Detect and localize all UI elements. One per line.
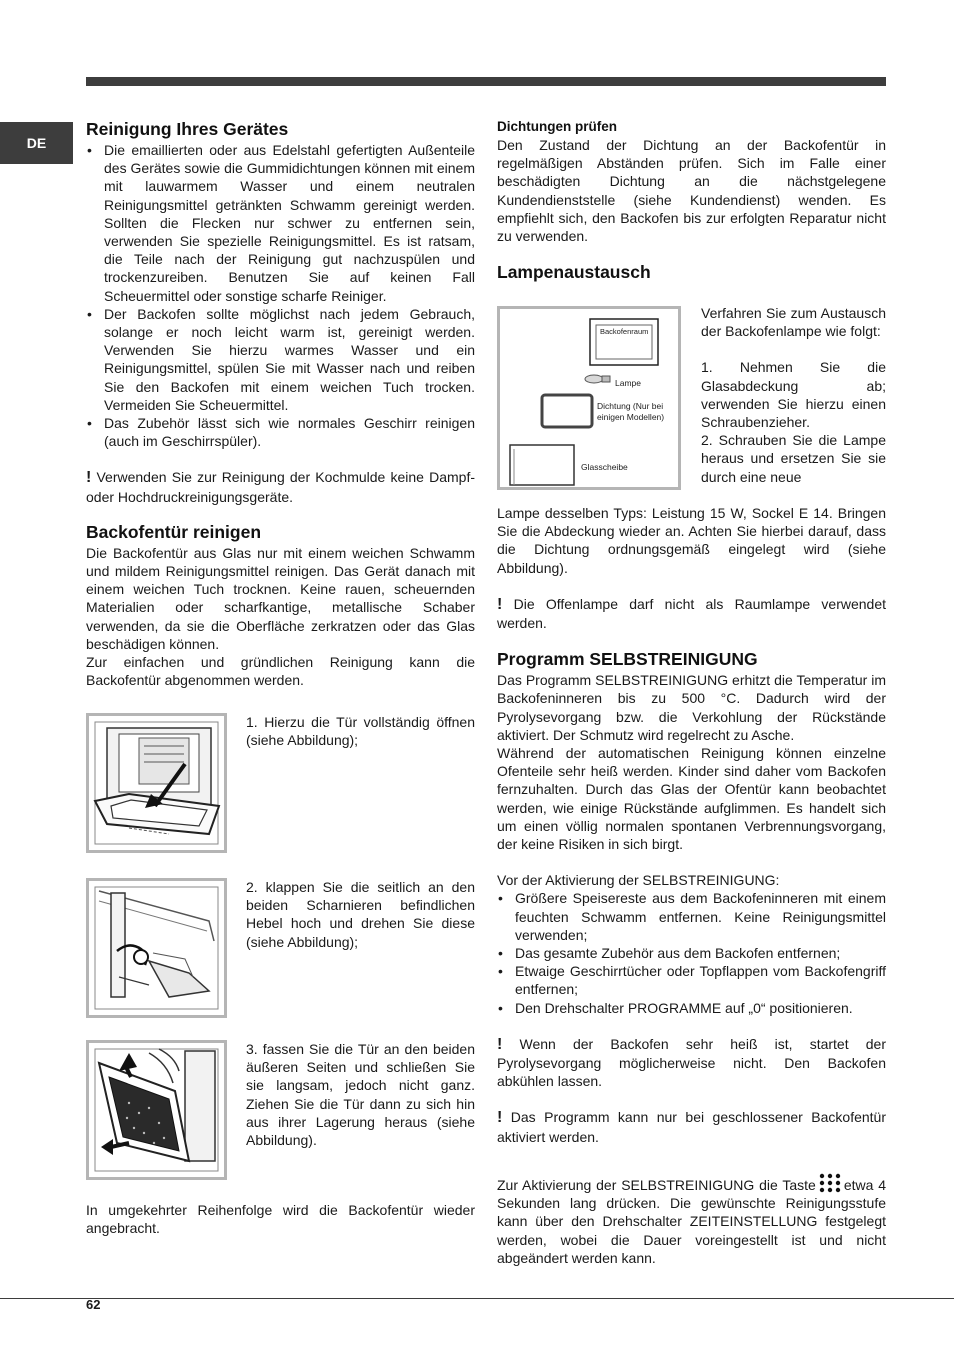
door-paragraph-2: Zur einfachen und gründlichen Reinigung kann die Backofentür abgenommen werden. — [86, 654, 475, 689]
right-column-bottom — [497, 504, 886, 1267]
lamp-step-1: 1. Nehmen Sie die Glasabdeckung ab; verwenden Sie hierzu einen Schraubenzieher. — [701, 359, 886, 431]
warning-icon: ! — [497, 1035, 503, 1053]
list-item: • Der Backofen sollte möglichst nach jedem Gebrauch, solange er noch leicht warm ist, gereinigt werden. Verwenden Sie hierzu warmes Wasser und ein Reinigungsmittel, spülen Sie mit Wasser nach und reiben Sie den Backofen mit einem weichen Tuch trocken. Vermeiden Sie Scheuermittel. — [86, 305, 475, 414]
pyro-activation: Zur Aktivierung der SELBSTREINIGUNG die Taste etwa 4 Sekunden lang drücken. Die gewünschte Reinigungsstufe kann über den Drehschalter ZEITEINSTELLUNG festgelegt werden, wobei die Dauer voreingestellt ist und nicht abgeändert werden kann. — [497, 1172, 886, 1267]
reverse-note: In umgekehrter Reihenfolge wird die Backofentür wieder angebracht. — [86, 1202, 475, 1237]
page-number: 62 — [86, 1297, 101, 1312]
list-item: • Den Drehschalter PROGRAMME auf „0“ positionieren. — [497, 999, 886, 1017]
right-column-top — [497, 118, 886, 284]
heading-lamp: Lampenaustausch — [497, 262, 651, 283]
selfclean-button-icon — [818, 1172, 842, 1194]
label-seal: Dichtung (Nur bei einigen Modellen) — [597, 401, 665, 422]
pyro-paragraph-1: Das Programm SELBSTREINIGUNG erhitzt die Temperatur im Backofeninneren bis zu 500 °C. Dadurch wird der Pyrolysevorgang bzw. die Verkohlung der Rückstände aktiviert. Der Schmutz wird regelrecht zu Asche. — [497, 672, 886, 743]
door-open-illustration — [86, 713, 227, 853]
reverse-note-block — [86, 1201, 475, 1237]
door-paragraph-1: Die Backofentür aus Glas nur mit einem weichen Schwamm und mildem Reinigungsmittel reinigen. Das Gerät danach mit einem weichen Tuch trocknen. Keine rauen, scheuernden Materialien oder scharfkantige, metallische Schaber verwenden, da sie die Oberfläche zerkratzen oder das Glas beschädigen können. — [86, 544, 475, 652]
footer-rule — [0, 1298, 954, 1299]
warning-icon: ! — [497, 595, 503, 613]
heading-door: Backofentür reinigen — [86, 521, 262, 542]
list-item: • Etwaige Geschirrtücher oder Topflappen vom Backofengriff entfernen; — [497, 962, 886, 998]
warning-icon: ! — [86, 469, 92, 487]
pyro-paragraph-2: Während der automatischen Reinigung können einzelne Ofenteile sehr heiß werden. Kinder sind daher vom Backofen fernzuhalten. Durch das Glas der Ofentür kann beobachtet werden, wie einige Rückstände aufglimmen. Es handelt sich um einen völlig normalen spontanen Verbrennungsvorgang, der keine Risiken in sich birgt. — [497, 745, 886, 853]
cleaning-list — [86, 141, 475, 450]
lamp-continued: Lampe desselben Typs: Leistung 15 W, Sockel E 14. Bringen Sie die Abdeckung wieder an. Achten Sie hierbei darauf, dass die Dichtung ordnungsgemäß eingelegt wird (siehe Abbildung). — [497, 505, 886, 576]
step-2-text: 2. klappen Sie die seitlich an den beiden Scharnieren befindlichen Hebel hoch und drehen Sie diese (siehe Abbildung); — [246, 879, 475, 950]
lamp-diagram — [497, 306, 681, 490]
lamp-step-2: 2. Schrauben Sie die Lampe heraus und ersetzen Sie sie durch eine neue — [701, 432, 886, 485]
label-glass: Glasscheibe — [581, 462, 628, 472]
step-3-text: 3. fassen Sie die Tür an den beiden äußeren Seiten und schließen Sie sie langsam, jedoch nicht ganz. Ziehen Sie die Tür dann zu sich hin aus ihrer Lagerung heraus (siehe Abbildung). — [246, 1041, 475, 1149]
lamp-warning: ! Die Offenlampe darf nicht als Raumlampe verwendet werden. — [497, 595, 887, 632]
heading-seal: Dichtungen prüfen — [497, 119, 617, 134]
pyro-warning-2: ! Das Programm kann nur bei geschlossener Backofentür aktiviert werden. — [497, 1109, 886, 1145]
left-column — [86, 118, 475, 689]
lamp-intro: Verfahren Sie zum Austausch der Backofenlampe wie folgt: — [701, 305, 886, 340]
list-item: • Die emaillierten oder aus Edelstahl gefertigten Außenteile des Gerätes sowie die Gummidichtungen können mit einem mit lauwarmem Wasser und einem neutralen Reinigungsmittel getränkten Schwamm gereinigt werden. Sollten die Flecken nur schwer zu entfernen sein, verwenden Sie spezielle Reinigungsmittel. Es ist ratsam, die Teile nach der Reinigung gut nachzuspülen und trockenzureiben. Benutzen Sie auf keinen Fall Scheuermittel oder sonstige scharfe Reiniger. — [86, 141, 475, 305]
heading-pyro: Programm SELBSTREINIGUNG — [497, 649, 758, 670]
label-lamp: Lampe — [615, 378, 641, 388]
seal-paragraph: Den Zustand der Dichtung an der Backofentür in regelmäßigen Abständen prüfen. Sich im Falle einer beschädigten Dichtung an die nächstgelegene Kundendienststelle (siehe Kundendienst) wenden. Es empfiehlt sich, den Backofen bis zur erfolgten Reparatur nicht zu verwenden. — [497, 137, 886, 245]
warning-hob: ! Verwenden Sie zur Reinigung der Kochmulde keine Dampf- oder Hochdruckreinigungsgeräte. — [86, 469, 475, 505]
heading-cleaning: Reinigung Ihres Gerätes — [86, 119, 289, 139]
pyro-before: Vor der Aktivierung der SELBSTREINIGUNG: — [497, 872, 780, 889]
pyro-warning-1: ! Wenn der Backofen sehr heiß ist, startet der Pyrolysevorgang möglicherweise nicht. Den Backofen abkühlen lassen. — [497, 1035, 886, 1090]
list-item: • Das gesamte Zubehör aus dem Backofen entfernen; — [497, 944, 886, 962]
step-1-text: 1. Hierzu die Tür vollständig öffnen (siehe Abbildung); — [246, 714, 475, 749]
pyro-list — [497, 889, 886, 1016]
lamp-side-text — [701, 304, 886, 486]
list-item: • Das Zubehör lässt sich wie normales Geschirr reinigen (auch im Geschirrspüler). — [86, 414, 475, 450]
label-oven: Backofenraum — [600, 327, 649, 336]
language-tab: DE — [0, 122, 73, 164]
list-item: • Größere Speisereste aus dem Backofeninneren mit einem feuchten Schwamm entfernen. Keine Reinigungsmittel verwenden; — [497, 889, 886, 944]
warning-icon: ! — [497, 1109, 503, 1127]
header-bar — [86, 77, 886, 86]
hinge-lever-illustration — [86, 878, 227, 1018]
door-remove-illustration — [86, 1040, 227, 1180]
